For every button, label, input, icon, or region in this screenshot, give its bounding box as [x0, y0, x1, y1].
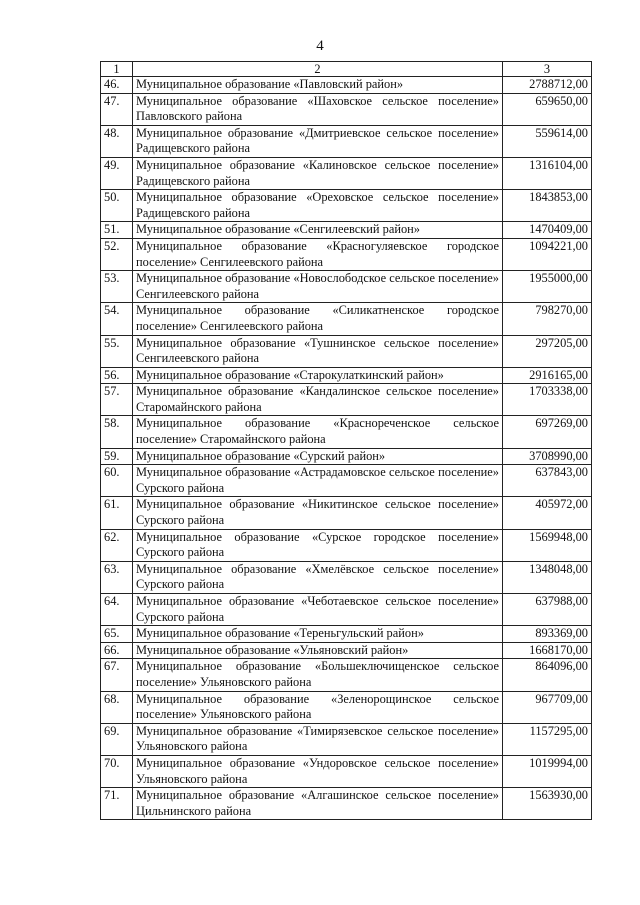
municipality-name: Муниципальное образование «Тимирязевское сельское поселение» Ульяновского района [133, 723, 503, 755]
municipality-name: Муниципальное образование «Силикатненское городское поселение» Сенгилеевского района [133, 303, 503, 335]
row-number: 69. [101, 723, 133, 755]
row-number: 46. [101, 77, 133, 94]
municipality-name: Муниципальное образование «Калиновское сельское поселение» Радищевского района [133, 157, 503, 189]
row-number: 50. [101, 190, 133, 222]
municipality-name: Муниципальное образование «Большеключищенское сельское поселение» Ульяновского района [133, 659, 503, 691]
municipality-name: Муниципальное образование «Новослободское сельское поселение» Сенгилеевского района [133, 271, 503, 303]
column-header-number: 1 [101, 62, 133, 77]
amount-value: 1019994,00 [503, 755, 592, 787]
table-row [101, 190, 592, 222]
amount-value: 1955000,00 [503, 271, 592, 303]
table-row [101, 367, 592, 384]
row-number: 59. [101, 448, 133, 465]
amount-value: 3708990,00 [503, 448, 592, 465]
row-number: 63. [101, 561, 133, 593]
amount-value: 2788712,00 [503, 77, 592, 94]
amount-value: 1316104,00 [503, 157, 592, 189]
table-row [101, 723, 592, 755]
table-row [101, 335, 592, 367]
row-number: 54. [101, 303, 133, 335]
allocation-table [100, 61, 592, 820]
municipality-name: Муниципальное образование «Сурский район» [133, 448, 503, 465]
amount-value: 1703338,00 [503, 384, 592, 416]
page-number: 4 [316, 38, 324, 54]
amount-value: 1157295,00 [503, 723, 592, 755]
table-row [101, 157, 592, 189]
table-row [101, 222, 592, 239]
municipality-name: Муниципальное образование «Астрадамовское сельское поселение» Сурского района [133, 465, 503, 497]
table-row [101, 594, 592, 626]
table-row [101, 125, 592, 157]
row-number: 57. [101, 384, 133, 416]
municipality-name: Муниципальное образование «Павловский район» [133, 77, 503, 94]
amount-value: 893369,00 [503, 626, 592, 643]
table-row [101, 642, 592, 659]
amount-value: 637843,00 [503, 465, 592, 497]
municipality-name: Муниципальное образование «Сурское городское поселение» Сурского района [133, 529, 503, 561]
amount-value: 1094221,00 [503, 238, 592, 270]
row-number: 48. [101, 125, 133, 157]
row-number: 49. [101, 157, 133, 189]
table-row [101, 416, 592, 448]
amount-value: 864096,00 [503, 659, 592, 691]
row-number: 52. [101, 238, 133, 270]
row-number: 65. [101, 626, 133, 643]
amount-value: 1348048,00 [503, 561, 592, 593]
municipality-name: Муниципальное образование «Тереньгульский район» [133, 626, 503, 643]
row-number: 64. [101, 594, 133, 626]
municipality-name: Муниципальное образование «Никитинское сельское поселение» Сурского района [133, 497, 503, 529]
municipality-name: Муниципальное образование «Краснореченское сельское поселение» Старомайнского района [133, 416, 503, 448]
table-row [101, 755, 592, 787]
row-number: 67. [101, 659, 133, 691]
amount-value: 697269,00 [503, 416, 592, 448]
row-number: 66. [101, 642, 133, 659]
municipality-name: Муниципальное образование «Красногуляевское городское поселение» Сенгилеевского района [133, 238, 503, 270]
table-row [101, 303, 592, 335]
table-row [101, 626, 592, 643]
row-number: 53. [101, 271, 133, 303]
municipality-name: Муниципальное образование «Ундоровское сельское поселение» Ульяновского района [133, 755, 503, 787]
row-number: 58. [101, 416, 133, 448]
amount-value: 798270,00 [503, 303, 592, 335]
table-row [101, 238, 592, 270]
table-row [101, 561, 592, 593]
municipality-name: Муниципальное образование «Тушнинское сельское поселение» Сенгилеевского района [133, 335, 503, 367]
amount-value: 1843853,00 [503, 190, 592, 222]
municipality-name: Муниципальное образование «Алгашинское сельское поселение» Цильнинского района [133, 788, 503, 820]
row-number: 51. [101, 222, 133, 239]
municipality-name: Муниципальное образование «Ореховское сельское поселение» Радищевского района [133, 190, 503, 222]
row-number: 71. [101, 788, 133, 820]
table-row [101, 497, 592, 529]
table-row [101, 271, 592, 303]
table-row [101, 384, 592, 416]
municipality-name: Муниципальное образование «Ульяновский район» [133, 642, 503, 659]
column-header-amount: 3 [503, 62, 592, 77]
amount-value: 1470409,00 [503, 222, 592, 239]
row-number: 60. [101, 465, 133, 497]
amount-value: 297205,00 [503, 335, 592, 367]
table-header-row [101, 62, 592, 77]
table-row [101, 93, 592, 125]
municipality-name: Муниципальное образование «Кандалинское сельское поселение» Старомайнского района [133, 384, 503, 416]
municipality-name: Муниципальное образование «Хмелёвское сельское поселение» Сурского района [133, 561, 503, 593]
municipality-name: Муниципальное образование «Сенгилеевский район» [133, 222, 503, 239]
municipality-name: Муниципальное образование «Дмитриевское сельское поселение» Радищевского района [133, 125, 503, 157]
amount-value: 1563930,00 [503, 788, 592, 820]
row-number: 70. [101, 755, 133, 787]
table-row [101, 659, 592, 691]
table-row [101, 448, 592, 465]
municipality-name: Муниципальное образование «Зеленорощинское сельское поселение» Ульяновского района [133, 691, 503, 723]
row-number: 47. [101, 93, 133, 125]
amount-value: 1668170,00 [503, 642, 592, 659]
table-row [101, 788, 592, 820]
amount-value: 1569948,00 [503, 529, 592, 561]
municipality-name: Муниципальное образование «Шаховское сельское поселение» Павловского района [133, 93, 503, 125]
municipality-name: Муниципальное образование «Чеботаевское сельское поселение» Сурского района [133, 594, 503, 626]
amount-value: 2916165,00 [503, 367, 592, 384]
row-number: 62. [101, 529, 133, 561]
row-number: 68. [101, 691, 133, 723]
row-number: 61. [101, 497, 133, 529]
table-row [101, 529, 592, 561]
amount-value: 659650,00 [503, 93, 592, 125]
amount-value: 559614,00 [503, 125, 592, 157]
table-row [101, 691, 592, 723]
row-number: 56. [101, 367, 133, 384]
amount-value: 637988,00 [503, 594, 592, 626]
table-row [101, 465, 592, 497]
municipality-name: Муниципальное образование «Старокулаткинский район» [133, 367, 503, 384]
amount-value: 405972,00 [503, 497, 592, 529]
row-number: 55. [101, 335, 133, 367]
table-row [101, 77, 592, 94]
column-header-name: 2 [133, 62, 503, 77]
amount-value: 967709,00 [503, 691, 592, 723]
